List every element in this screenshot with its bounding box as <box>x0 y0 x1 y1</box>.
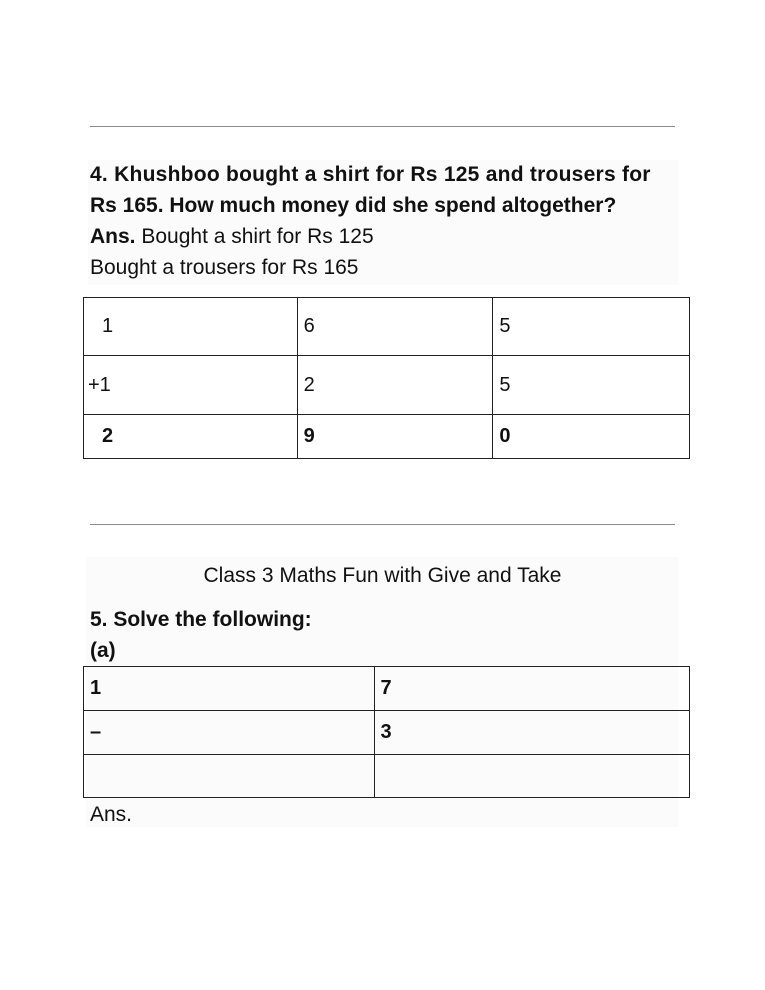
table-row-answer <box>84 755 690 798</box>
table-cell: 5 <box>493 356 690 415</box>
q4-answer-line1 <box>90 222 374 252</box>
table-cell: 5 <box>493 298 690 356</box>
q4-answer-line2: Bought a trousers for Rs 165 <box>90 256 359 279</box>
table-cell: – <box>84 711 375 755</box>
table-cell: 7 <box>374 667 689 711</box>
section-title: Class 3 Maths Fun with Give and Take <box>203 564 562 587</box>
table-cell: 9 <box>297 415 493 459</box>
q5-subtraction-table <box>83 666 690 798</box>
q4-question-line1: 4. Khushboo bought a shirt for Rs 125 and trousers for <box>90 163 651 186</box>
ans-label: Ans. <box>90 225 136 248</box>
table-row <box>84 667 690 711</box>
table-cell: 2 <box>84 415 298 459</box>
q4-question-line2: Rs 165. How much money did she spend altogether? <box>90 194 617 217</box>
table-row <box>84 298 690 356</box>
table-cell: +1 <box>84 356 298 415</box>
q5-answer-label: Ans. <box>90 803 133 826</box>
divider-top <box>90 126 675 127</box>
table-row <box>84 356 690 415</box>
q4-addition-table <box>83 297 690 459</box>
divider-middle <box>90 524 675 525</box>
table-cell: 1 <box>84 667 375 711</box>
q5-heading: 5. Solve the following: <box>90 608 312 631</box>
q5-part-label: (a) <box>90 639 116 662</box>
ans-text: Bought a shirt for Rs 125 <box>135 225 374 248</box>
table-cell-empty <box>374 755 689 798</box>
table-cell: 0 <box>493 415 690 459</box>
table-cell: 1 <box>84 298 298 356</box>
table-row-total <box>84 415 690 459</box>
table-cell: 2 <box>297 356 493 415</box>
table-cell-empty <box>84 755 375 798</box>
table-cell: 3 <box>374 711 689 755</box>
table-cell: 6 <box>297 298 493 356</box>
table-row <box>84 711 690 755</box>
